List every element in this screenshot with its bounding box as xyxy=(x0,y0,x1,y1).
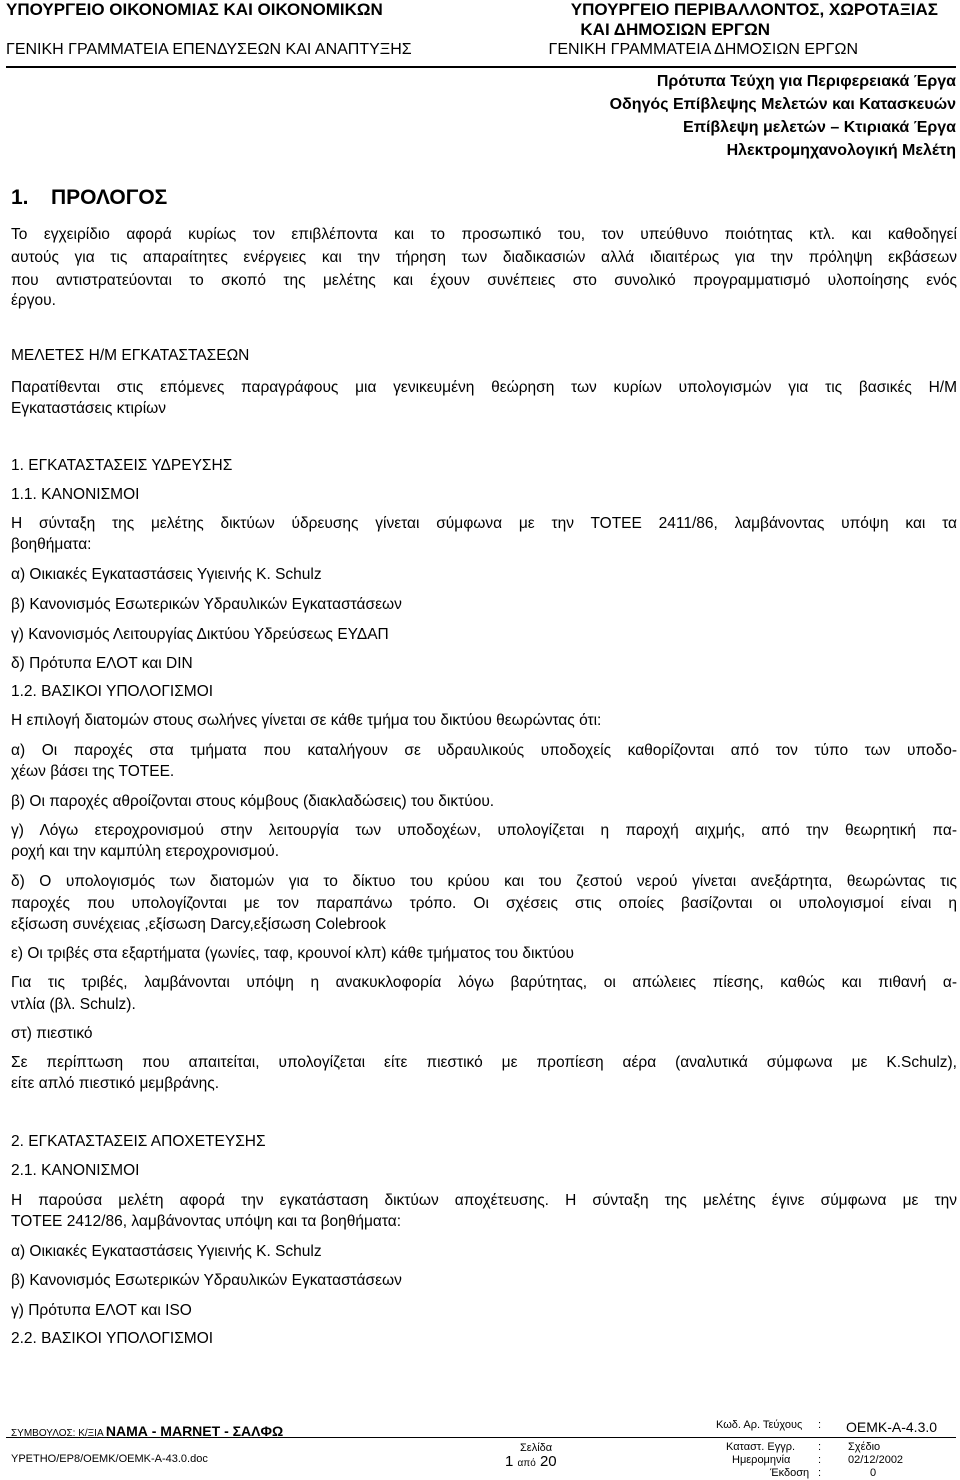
water-friction-line: Για τις τριβές, λαμβάνονται υπόψη η ανακυκλοφορία λόγω βαρύτητας, οι απώλειες πίεσης, καθώς και πιθανή α- xyxy=(11,974,957,991)
sewer-rules-line: Η παρούσα μελέτη αφορά την εγκατάσταση δικτύων αποχέτευσης. Η σύνταξη της μελέτης έγινε σύμφωνα με την xyxy=(11,1192,957,1209)
sewer-rules-item: β) Κανονισμός Εσωτερικών Υδραυλικών Εγκαταστάσεων xyxy=(11,1272,402,1289)
water-calc-d-line: εξίσωση συνέχειας ,εξίσωση Darcy,εξίσωση Colebrook xyxy=(11,916,386,933)
footer-colon: : xyxy=(818,1454,822,1466)
footer-colon: : xyxy=(818,1419,822,1431)
intro-line: που αντιστρατεύονται το σκοπό της μελέτης και έχουν συνέπειες στο συνολικό προγραμματισμό υλοποίησης ενός xyxy=(11,272,957,289)
water-calc-a xyxy=(11,741,957,761)
water-rules-item: γ) Κανονισμός Λειτουργίας Δικτύου Υδρεύσεως ΕΥΔΑΠ xyxy=(11,626,389,643)
studies-line: Εγκαταστάσεις κτιρίων xyxy=(11,400,167,417)
water-pressure xyxy=(11,1053,957,1073)
header-title-4: Ηλεκτρομηχανολογική Μελέτη xyxy=(726,142,956,159)
water-pressure-line: είτε απλό πιεστικό μεμβράνης. xyxy=(11,1075,220,1092)
footer-file: ΥΡΕΤΗΟ/ΕΡ8/ΟΕΜΚ/ΟΕΜΚ-Α-43.0.doc xyxy=(11,1453,208,1465)
intro-paragraph xyxy=(11,225,957,291)
intro-line: Το εγχειρίδιο αφορά κυρίως τον επιβλέποντα και το προσωπικό του, τον υπεύθυνο ποιότητας κτλ. και καθοδηγεί xyxy=(11,226,957,243)
sewer-calc-heading: 2.2. ΒΑΣΙΚΟΙ ΥΠΟΛΟΓΙΣΜΟΙ xyxy=(11,1330,214,1347)
water-calc-d-line: δ) Ο υπολογισμός των διατομών για το δίκτυο του κρύου και του ζεστού νερού γίνεται ανεξάρτητα, θεωρώντας τις xyxy=(11,873,957,890)
water-calc-heading: 1.2. ΒΑΣΙΚΟΙ ΥΠΟΛΟΓΙΣΜΟΙ xyxy=(11,683,214,700)
water-heading: 1. ΕΓΚΑΤΑΣΤΑΣΕΙΣ ΥΔΡΕΥΣΗΣ xyxy=(11,457,233,474)
water-rules-line: Η σύνταξη της μελέτης δικτύων ύδρευσης γίνεται σύμφωνα με την ΤΟΤΕΕ 2411/86, λαμβάνοντας υπόψη και τα xyxy=(11,515,957,532)
header-title-2: Οδηγός Επίβλεψης Μελετών και Κατασκευών xyxy=(609,96,956,113)
water-calc-a-line: α) Οι παροχές στα τμήματα που καταλήγουν σε υδραυλικούς υποδοχείς καθορίζονται από τον τύπο των υποδο- xyxy=(11,742,957,759)
water-rules-item: α) Οικιακές Εγκαταστάσεις Υγιεινής Κ. Schulz xyxy=(11,566,322,583)
water-rules-item: δ) Πρότυπα ΕΛΟΤ και DIN xyxy=(11,655,193,672)
water-calc-c xyxy=(11,821,957,841)
footer-state-value: Σχέδιο xyxy=(848,1441,881,1453)
footer-code-label: Κωδ. Αρ. Τεύχους xyxy=(716,1419,803,1431)
water-calc-d xyxy=(11,872,957,914)
footer-page-total: 20 xyxy=(539,1453,557,1470)
footer-divider xyxy=(6,1437,956,1438)
header-title-3: Επίβλεψη μελετών – Κτιριακά Έργα xyxy=(683,119,956,136)
water-pressure-line: Σε περίπτωση που απαιτείται, υπολογίζεται είτε πιεστικό με προπίεση αέρα (αναλυτικά σύμφωνα με Κ.Schulz), xyxy=(11,1054,957,1071)
water-rules-paragraph xyxy=(11,514,957,534)
right-ministry-line2: ΚΑΙ ΔΗΜΟΣΙΩΝ ΕΡΓΩΝ xyxy=(580,20,770,39)
footer-consultant-name: ΝΑΜΑ - ΜΑRΝΕΤ - ΣΑΛΦΩ xyxy=(105,1423,284,1439)
footer-date-label: Ημερομηνία xyxy=(732,1454,791,1466)
water-calc-b: β) Οι παροχές αθροίζονται στους κόμβους (διακλαδώσεις) του δικτύου. xyxy=(11,793,495,810)
footer-colon: : xyxy=(818,1441,822,1453)
sewer-heading: 2. ΕΓΚΑΤΑΣΤΑΣΕΙΣ ΑΠΟΧΕΤΕΥΣΗΣ xyxy=(11,1133,266,1150)
footer-edition-label: Έκδοση xyxy=(770,1467,810,1479)
water-calc-intro: Η επιλογή διατομών στους σωλήνες γίνεται σε κάθε τμήμα του δικτύου θεωρώντας ότι: xyxy=(11,712,602,729)
water-rules-line: βοηθήματα: xyxy=(11,536,92,553)
intro-line: έργου. xyxy=(11,292,56,309)
sewer-rules-paragraph xyxy=(11,1191,957,1211)
right-ministry-line1: ΥΠΟΥΡΓΕΙΟ ΠΕΡΙΒΑΛΛΟΝΤΟΣ, ΧΩΡΟΤΑΞΙΑΣ xyxy=(570,0,938,19)
sewer-rules-item: α) Οικιακές Εγκαταστάσεις Υγιεινής Κ. Schulz xyxy=(11,1243,322,1260)
water-friction-line: ντλία (βλ. Schulz). xyxy=(11,996,136,1013)
footer-consultant-label: ΣΥΜΒΟΥΛΟΣ: Κ/ΞΙΑ xyxy=(11,1428,104,1439)
sewer-rules-heading: 2.1. ΚΑΝΟΝΙΣΜΟΙ xyxy=(11,1162,140,1179)
water-calc-c-line: ροχή και την καμπύλη ετεροχρονισμού. xyxy=(11,843,280,860)
section-number: 1. xyxy=(11,186,29,209)
water-calc-d-line: παροχές που υπολογίζονται με τον παραπάνω τρόπο. Οι σχέσεις στις οποίες βασίζονται οι υπολογισμοί είναι η xyxy=(11,895,957,912)
left-ministry: ΥΠΟΥΡΓΕΙΟ ΟΙΚΟΝΟΜΙΑΣ ΚΑΙ ΟΙΚΟΝΟΜΙΚΩΝ xyxy=(6,0,383,19)
footer-edition-value: 0 xyxy=(870,1467,877,1479)
footer-page-num: 1 xyxy=(505,1453,514,1470)
water-rules-heading: 1.1. ΚΑΝΟΝΙΣΜΟΙ xyxy=(11,486,140,503)
studies-heading: ΜΕΛΕΤΕΣ Η/Μ ΕΓΚΑΤΑΣΤΑΣΕΩΝ xyxy=(11,347,250,364)
water-rules-item: β) Κανονισμός Εσωτερικών Υδραυλικών Εγκαταστάσεων xyxy=(11,596,402,613)
water-calc-st: στ) πιεστικό xyxy=(11,1025,93,1042)
right-secretariat: ΓΕΝΙΚΗ ΓΡΑΜΜΑΤΕΙΑ ΔΗΜΟΣΙΩΝ ΕΡΓΩΝ xyxy=(548,41,858,58)
studies-line: Παρατίθενται στις επόμενες παραγράφους μια γενικευμένη θεώρηση των κυρίων υπολογισμών για τις βασικές Η/Μ xyxy=(11,379,957,396)
section-title-text: ΠΡΟΛΟΓΟΣ xyxy=(51,186,168,209)
studies-paragraph xyxy=(11,378,957,398)
water-calc-a-line: χέων βάσει της ΤΟΤΕΕ. xyxy=(11,763,175,780)
section-title xyxy=(11,186,167,210)
footer-state-label: Καταστ. Εγγρ. xyxy=(726,1441,796,1453)
header-divider xyxy=(6,66,956,68)
footer-page-label: Σελίδα xyxy=(520,1442,553,1454)
water-calc-e: ε) Οι τριβές στα εξαρτήματα (γωνίες, ταφ, κρουνοί κλπ) κάθε τμήματος του δικτύου xyxy=(11,945,574,962)
water-calc-c-line: γ) Λόγω ετεροχρονισμού στην λειτουργία των υποδοχέων, υπολογίζεται η παροχή αιχμής, από την θεωρητική πα- xyxy=(11,822,957,839)
header-title-1: Πρότυπα Τεύχη για Περιφερειακά Έργα xyxy=(656,73,956,90)
footer-page-number xyxy=(505,1453,557,1470)
intro-line: αυτούς για τις απαραίτητες ενέργειες και την τήρηση των διαδικασιών αλλά ιδιαιτέρως για την πρόληψη εκβάσεων xyxy=(11,249,957,266)
footer-code-value: ΟΕΜΚ-Α-4.3.0 xyxy=(846,1419,938,1435)
footer-page-of: από xyxy=(517,1458,536,1469)
sewer-rules-item: γ) Πρότυπα ΕΛΟΤ και ISO xyxy=(11,1302,192,1319)
footer-colon: : xyxy=(818,1467,822,1479)
footer-date-value: 02/12/2002 xyxy=(848,1454,904,1466)
water-friction xyxy=(11,973,957,993)
sewer-rules-line: ΤΟΤΕΕ 2412/86, λαμβάνοντας υπόψη και τα βοηθήματα: xyxy=(11,1213,402,1230)
left-secretariat: ΓΕΝΙΚΗ ΓΡΑΜΜΑΤΕΙΑ ΕΠΕΝΔΥΣΕΩΝ ΚΑΙ ΑΝΑΠΤΥΞΗΣ xyxy=(6,41,412,58)
